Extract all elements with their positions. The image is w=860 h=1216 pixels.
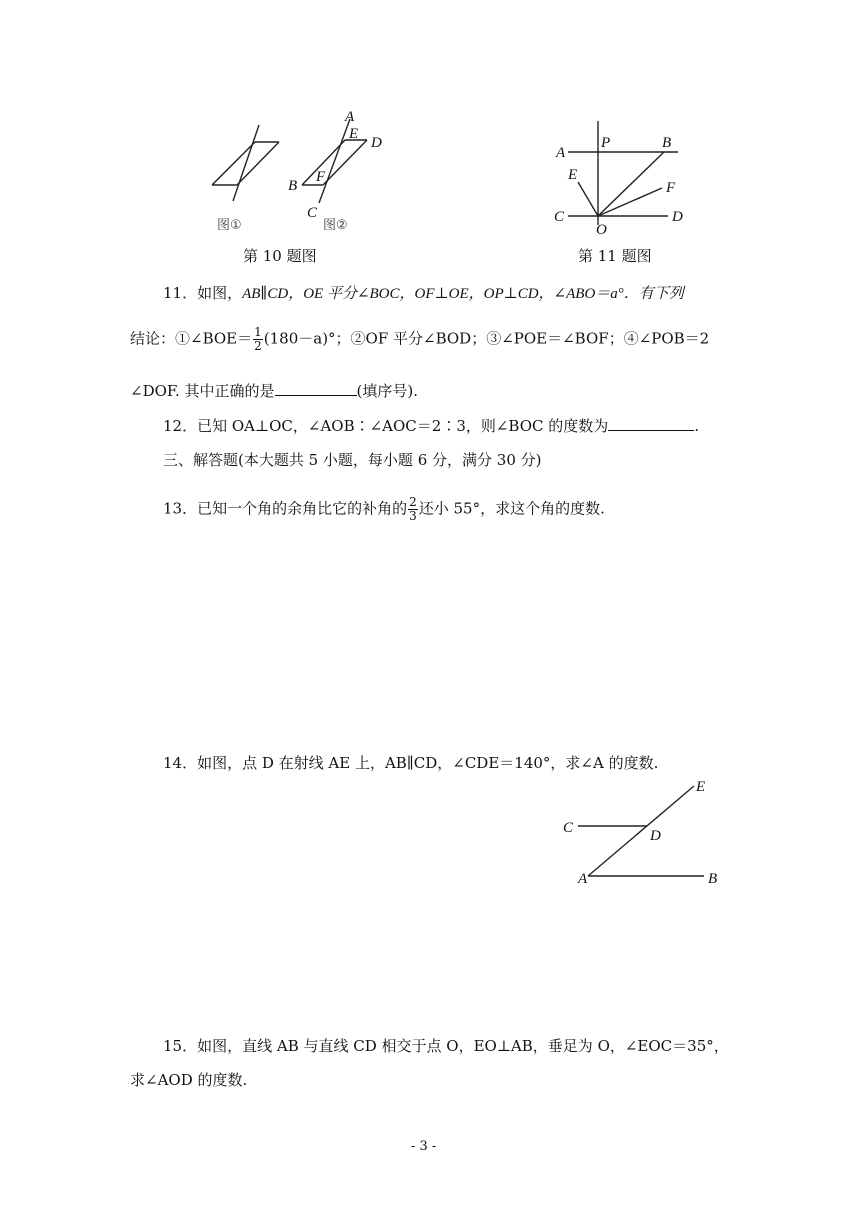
page-number: - 3 - (411, 1139, 437, 1154)
fig10-label-D: D (371, 135, 382, 151)
q13-frac-den: 3 (409, 509, 417, 523)
fig10-1-left-slant (212, 142, 255, 185)
q15-line1 (163, 1035, 729, 1057)
q11-text-1a: 如图， (197, 284, 243, 302)
fig11-caption: 第 11 题图 (578, 247, 652, 265)
q12-text-b: . (694, 417, 700, 435)
figure-11 (548, 115, 693, 240)
fig10-2-cross (319, 119, 350, 203)
q11-answer-blank[interactable] (275, 381, 357, 396)
q11-text-1b: AB∥CD，OE 平分∠BOC，OF⊥OE，OP⊥CD，∠ABO＝a°．有下列 (242, 286, 684, 302)
q12-answer-blank[interactable] (608, 416, 694, 431)
fig11-ray-OE (578, 182, 598, 216)
q12-line (163, 415, 699, 437)
fig10-1-cross (233, 125, 259, 201)
q11-line3 (130, 380, 418, 402)
q11-frac-den: 2 (254, 339, 262, 353)
fig11-label-B: B (662, 135, 672, 151)
q11-frac-num: 1 (254, 325, 262, 339)
q13-fraction (408, 496, 418, 523)
q11-fraction (253, 326, 263, 353)
fig10-label-C: C (307, 205, 318, 221)
fig14-label-B: B (708, 871, 718, 887)
section-3-heading: 三、解答题(本大题共 5 小题，每小题 6 分，满分 30 分) (163, 451, 542, 469)
fig11-ray-OB (598, 152, 664, 216)
q12-number: 12． (163, 417, 198, 435)
fig11-label-O: O (596, 222, 607, 238)
fig10-1-label: 图① (217, 218, 242, 233)
fig10-2-right-slant (323, 140, 367, 185)
fig10-caption: 第 10 题图 (243, 247, 317, 265)
fig11-label-E: E (568, 167, 578, 183)
fig14-label-E: E (696, 779, 706, 795)
q15-text-1: 如图，直线 AB 与直线 CD 相交于点 O，EO⊥AB，垂足为 O，∠EOC＝35°， (197, 1037, 729, 1055)
q14-text: 如图，点 D 在射线 AE 上，AB∥CD，∠CDE＝140°，求∠A 的度数. (197, 754, 659, 772)
q13-number: 13． (163, 499, 198, 518)
q11-text-2b: (180－a)°；②OF 平分∠BOD；③∠POE＝∠BOF；④∠POB＝2 (263, 329, 710, 348)
fig10-label-B: B (288, 178, 298, 194)
fig14-label-A: A (578, 871, 588, 887)
fig11-label-P: P (601, 135, 611, 151)
q11-text-3a: ∠DOF. 其中正确的是 (130, 382, 275, 400)
q15-number: 15． (163, 1037, 198, 1055)
q13-line (163, 496, 605, 523)
fig11-label-A: A (556, 145, 566, 161)
fig11-ray-OF (598, 188, 662, 216)
q13-frac-num: 2 (409, 495, 417, 509)
fig14-label-C: C (563, 820, 574, 836)
figure-10 (195, 105, 395, 240)
q11-number: 11． (163, 284, 198, 302)
q13-text-b: 还小 55°，求这个角的度数. (418, 499, 605, 518)
q14-number: 14． (163, 754, 198, 772)
fig11-label-D: D (672, 209, 683, 225)
fig11-label-F: F (666, 180, 676, 196)
fig14-ray-AE (588, 786, 694, 876)
fig10-2-label: 图② (323, 218, 348, 233)
figure-14 (558, 775, 728, 895)
fig10-label-A: A (345, 109, 355, 125)
q14-line (163, 752, 658, 774)
q15-line2: 求∠AOD 的度数. (130, 1071, 248, 1089)
fig10-label-F: F (316, 169, 326, 185)
fig11-label-C: C (554, 209, 565, 225)
q11-text-3b: (填序号). (356, 382, 418, 400)
fig14-label-D: D (650, 828, 661, 844)
q11-line2 (130, 326, 709, 353)
q13-text-a: 已知一个角的余角比它的补角的 (197, 499, 408, 518)
fig10-label-E: E (349, 126, 359, 142)
q11-text-2a: 结论：①∠BOE＝ (130, 329, 253, 348)
q11-line1 (163, 282, 684, 305)
q12-text-a: 已知 OA⊥OC，∠AOB∶∠AOC＝2∶3，则∠BOC 的度数为 (197, 417, 609, 435)
fig10-1-right-slant (237, 142, 279, 185)
